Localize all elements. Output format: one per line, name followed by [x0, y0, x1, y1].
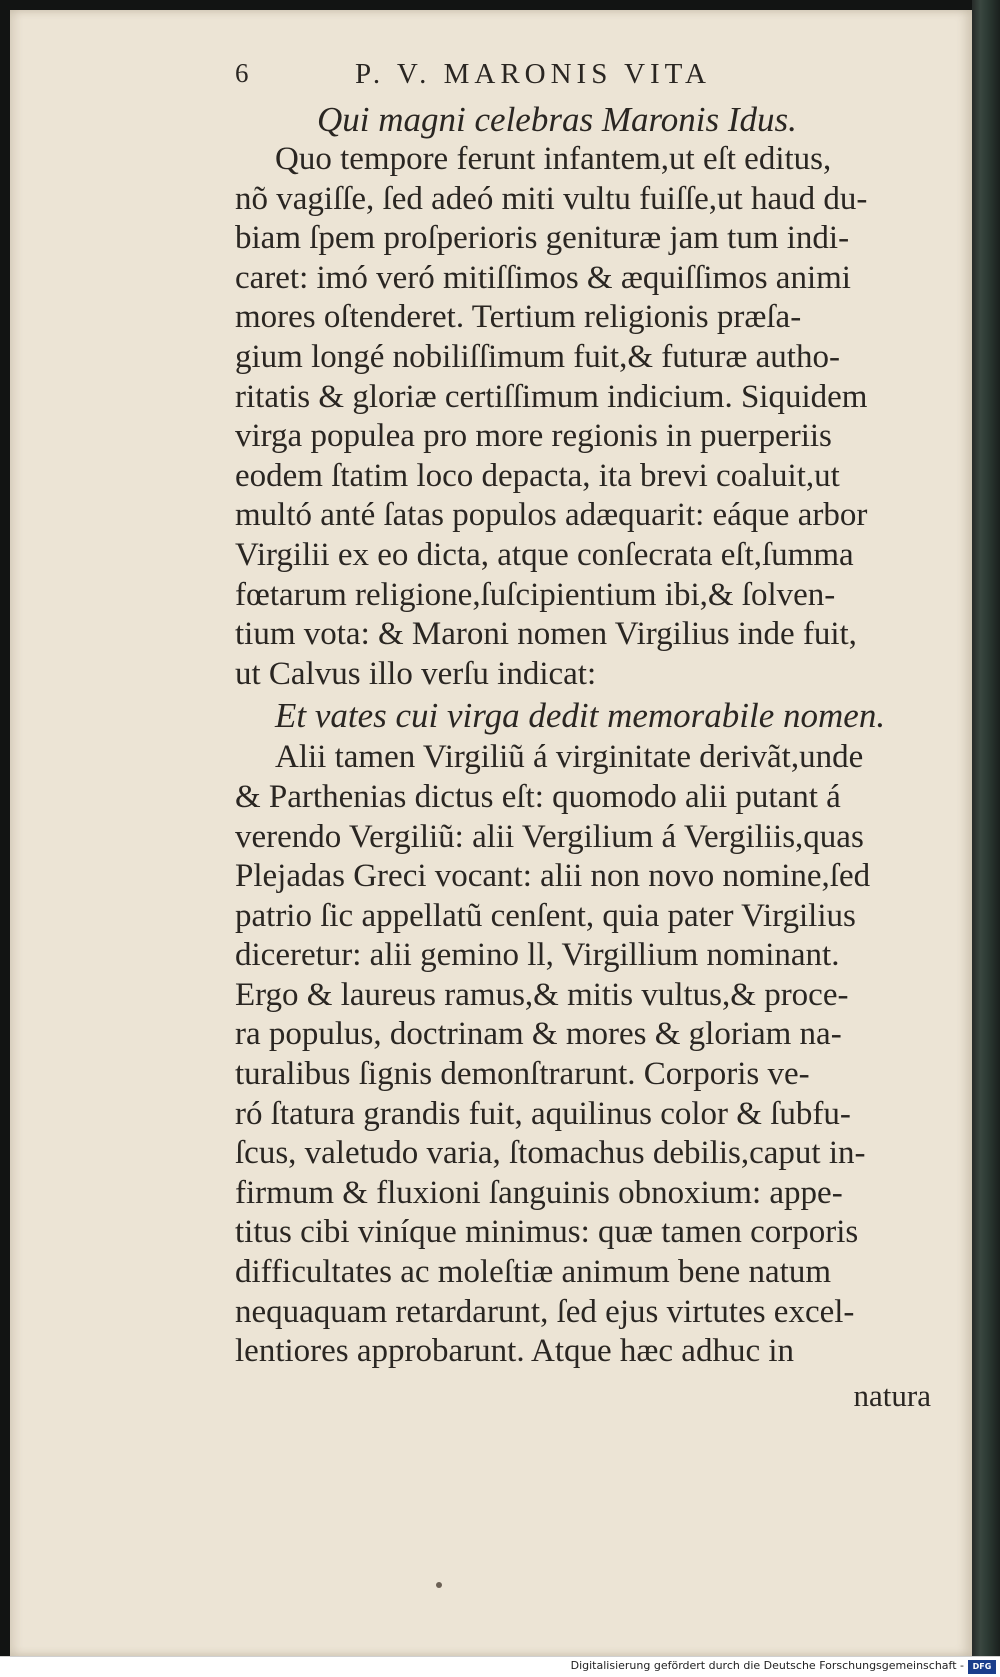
text-line: fœtarum religione,ſuſcipientium ibi,& ſolven- [235, 576, 836, 613]
page-header [235, 50, 935, 100]
text-line: firmum & fluxioni ſanguinis obnoxium: appe- [235, 1174, 843, 1211]
text-line: ritatis & gloriæ certiſſimum indicium. Siquidem [235, 378, 868, 415]
text-line: turalibus ſignis demonſtrarunt. Corporis ve- [235, 1056, 810, 1093]
text-line: ut Calvus illo verſu indicat: [235, 655, 597, 692]
catchword: natura [853, 1377, 931, 1413]
text-line: biam ſpem proſperioris genituræ jam tum indi- [235, 220, 850, 257]
text-line: multó anté ſatas populos adæquarit: eáque arbor [235, 497, 868, 534]
text-line: nõ vagiſſe, ſed adeó miti vultu fuiſſe,ut haud du- [235, 180, 868, 217]
text-line: lentiores approbarunt. Atque hæc adhuc in [235, 1333, 795, 1370]
text-line: eodem ſtatim loco depacta, ita brevi coaluit,ut [235, 457, 840, 494]
text-line: & Parthenias dictus eſt: quomodo alii putant á [235, 778, 841, 815]
paragraph-1 [235, 140, 935, 694]
text-line: ró ſtatura grandis fuit, aquilinus color & ſubfu- [235, 1095, 851, 1132]
text-line: difficultates ac moleſtiæ animum bene natum [235, 1254, 831, 1291]
text-line: tium vota: & Maroni nomen Virgilius inde fuit, [235, 616, 857, 653]
verse-line-top: Qui magni celebras Maronis Idus. [317, 100, 797, 139]
text-line: Plejadas Greci vocant: alii non novo nomine,ſed [235, 858, 871, 895]
text-line: nequaquam retardarunt, ſed ejus virtutes excel- [235, 1293, 855, 1330]
book-page [10, 10, 972, 1656]
page-number: 6 [235, 58, 251, 88]
ink-speck [436, 1582, 442, 1588]
footer-credit-text: Digitalisierung gefördert durch die Deutsche Forschungsgemeinschaft - [570, 1659, 964, 1672]
text-line: Alii tamen Virgiliũ á virginitate derivãt,unde [275, 739, 864, 776]
text-line: virga populea pro more regionis in puerperiis [235, 418, 832, 455]
text-line: ra populus, doctrinam & mores & gloriam na- [235, 1016, 842, 1053]
text-line: Virgilii ex eo dicta, atque conſecrata eſt,ſumma [235, 536, 854, 573]
verse-line-middle: Et vates cui virga dedit memorabile nomen. [275, 696, 886, 736]
running-head: P. V. MARONIS VITA [355, 58, 711, 90]
book-binding-edge [972, 0, 1000, 1656]
dfg-logo-badge: DFG [968, 1660, 996, 1674]
text-line: titus cibi viníque minimus: quæ tamen corporis [235, 1214, 859, 1251]
text-line: Quo tempore ferunt infantem,ut eſt editus, [275, 141, 832, 177]
text-line: patrio ſic appellatũ cenſent, quia pater Virgilius [235, 897, 856, 934]
digitization-footer [0, 1656, 1000, 1677]
text-line: Ergo & laureus ramus,& mitis vultus,& proce- [235, 976, 849, 1013]
page-text-block [235, 50, 935, 1414]
paragraph-2 [235, 738, 935, 1372]
text-line: diceretur: alii gemino ll, Virgillium nominant. [235, 937, 840, 974]
text-line: verendo Vergiliũ: alii Vergilium á Vergiliis,quas [235, 818, 864, 855]
text-line: gium longé nobiliſſimum fuit,& futuræ autho- [235, 338, 840, 375]
text-line: mores oſtenderet. Tertium religionis præſa- [235, 299, 802, 336]
text-line: caret: imó veró mitiſſimos & æquiſſimos animi [235, 259, 851, 296]
text-line: ſcus, valetudo varia, ſtomachus debilis,caput in- [235, 1135, 866, 1172]
